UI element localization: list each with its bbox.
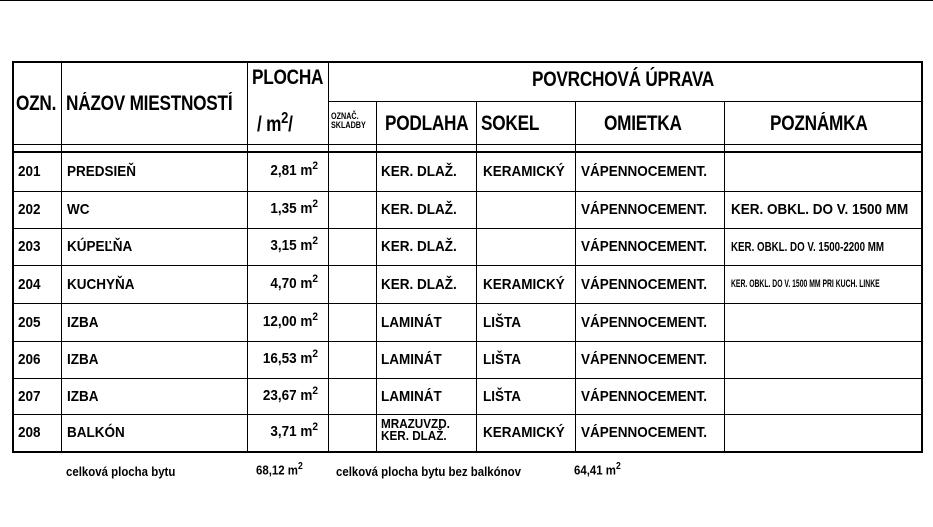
row-plocha	[259, 421, 318, 440]
header-oznac-skladby	[331, 112, 366, 130]
row-plocha-value: 16,53 m	[262, 350, 313, 367]
row-podlaha: KER. DLAŽ.	[381, 238, 457, 255]
col-line-3	[328, 61, 329, 453]
row-line-1	[12, 191, 923, 192]
row-plocha-value: 1,35 m	[270, 200, 313, 217]
row-line-5	[12, 341, 923, 342]
row-ozn: 205	[18, 313, 41, 331]
header-ozn: OZN.	[16, 92, 57, 115]
row-plocha-sup: 2	[312, 272, 318, 285]
footer-total-sup: 2	[297, 461, 303, 472]
row-poznamka: KER. OBKL. DO V. 1500 MM	[731, 201, 909, 218]
table-frame-left	[12, 61, 14, 453]
row-omietka: VÁPENNOCEMENT.	[581, 201, 708, 218]
row-nazov: PREDSIEŇ	[67, 163, 137, 180]
row-plocha	[259, 198, 318, 217]
row-plocha-sup: 2	[312, 384, 318, 397]
plocha-unit-sup: 2	[281, 110, 289, 127]
row-plocha	[259, 348, 318, 367]
footer-no-balcony-value	[574, 461, 621, 477]
row-line-4	[12, 303, 923, 304]
plocha-unit-pre: / m	[257, 113, 282, 136]
col-line-6	[575, 101, 576, 453]
row-plocha-sup: 2	[312, 160, 318, 172]
header-poznamka: POZNÁMKA	[770, 112, 868, 135]
row-podlaha: KER. DLAŽ.	[381, 275, 457, 293]
row-sokel: KERAMICKÝ	[483, 163, 565, 180]
row-ozn: 201	[18, 163, 41, 180]
footer-total-number: 68,12 m	[256, 462, 298, 478]
row-omietka: VÁPENNOCEMENT.	[581, 275, 708, 293]
row-sokel: KERAMICKÝ	[483, 424, 565, 441]
row-ozn: 204	[18, 275, 41, 293]
row-podlaha: KER. DLAŽ.	[381, 201, 457, 218]
header-podlaha: PODLAHA	[385, 112, 469, 135]
row-ozn: 207	[18, 387, 41, 405]
row-plocha-sup: 2	[312, 235, 318, 247]
row-podlaha-line1: MRAZUVZD.	[381, 416, 450, 431]
header-sokel: SOKEL	[481, 112, 540, 135]
row-podlaha: KER. DLAŽ.	[381, 163, 457, 180]
row-ozn: 208	[18, 424, 41, 441]
table-frame-bottom	[12, 451, 923, 453]
row-podlaha: LAMINÁT	[381, 313, 442, 331]
row-ozn: 206	[18, 351, 41, 368]
footer-total-value	[256, 461, 303, 477]
header-povrchova-uprava: POVRCHOVÁ ÚPRAVA	[532, 68, 715, 91]
header-nazov: NÁZOV MIESTNOSTÍ	[66, 92, 233, 115]
row-plocha-value: 4,70 m	[270, 274, 313, 292]
row-nazov: IZBA	[67, 313, 99, 331]
row-omietka: VÁPENNOCEMENT.	[581, 238, 708, 255]
row-poznamka: KER. OBKL. DO V. 1500 MM PRI KUCH. LINKE	[731, 277, 880, 290]
col-line-5	[476, 101, 477, 453]
row-plocha-sup: 2	[312, 421, 318, 433]
row-line-3	[12, 265, 923, 266]
table-frame-right	[921, 61, 923, 453]
row-plocha-value: 3,15 m	[270, 237, 313, 254]
col-line-7	[724, 101, 725, 453]
header-bottom-line	[12, 144, 923, 145]
row-podlaha: LAMINÁT	[381, 387, 442, 405]
col-line-1	[61, 61, 62, 453]
row-nazov: IZBA	[67, 351, 99, 368]
row-omietka: VÁPENNOCEMENT.	[581, 351, 708, 368]
row-plocha-sup: 2	[312, 348, 318, 360]
row-plocha	[259, 273, 318, 292]
row-plocha-value: 12,00 m	[262, 312, 313, 330]
row-nazov: IZBA	[67, 387, 99, 405]
row-sokel: LIŠTA	[483, 387, 521, 405]
row-omietka: VÁPENNOCEMENT.	[581, 163, 708, 180]
header-plocha: PLOCHA	[252, 66, 324, 89]
row-plocha	[259, 311, 318, 330]
row-ozn: 203	[18, 238, 41, 255]
body-top-line	[12, 151, 923, 153]
plocha-unit-post: /	[288, 113, 293, 136]
col-line-4	[376, 101, 377, 453]
row-podlaha-line2: KER. DLAŽ.	[381, 428, 447, 443]
footer-no-balcony-number: 64,41 m	[574, 462, 616, 478]
row-omietka: VÁPENNOCEMENT.	[581, 313, 708, 331]
row-plocha	[259, 235, 318, 254]
row-line-6	[12, 378, 923, 379]
row-plocha-sup: 2	[312, 310, 318, 323]
col-line-2	[247, 61, 248, 453]
row-ozn: 202	[18, 201, 41, 218]
row-plocha-value: 23,67 m	[262, 386, 313, 404]
row-plocha	[259, 160, 318, 179]
row-sokel: LIŠTA	[483, 313, 521, 331]
row-omietka: VÁPENNOCEMENT.	[581, 424, 708, 441]
row-sokel: LIŠTA	[483, 351, 521, 368]
row-nazov: KÚPEĽŇA	[67, 238, 133, 255]
header-omietka: OMIETKA	[604, 112, 682, 135]
row-nazov: KUCHYŇA	[67, 275, 135, 293]
footer-total-label: celková plocha bytu	[66, 464, 176, 479]
header-plocha-unit	[257, 110, 293, 137]
footer-no-balcony-sup: 2	[615, 461, 621, 472]
row-omietka: VÁPENNOCEMENT.	[581, 387, 708, 405]
oznac-line2: SKLADBY	[331, 120, 366, 130]
povrch-divider	[328, 101, 923, 102]
row-plocha	[259, 385, 318, 404]
row-podlaha	[381, 418, 450, 442]
row-plocha-value: 2,81 m	[270, 162, 313, 179]
row-line-2	[12, 228, 923, 229]
row-line-7	[12, 414, 923, 415]
row-plocha-sup: 2	[312, 198, 318, 210]
row-poznamka: KER. OBKL. DO V. 1500-2200 MM	[731, 240, 884, 254]
row-nazov: WC	[67, 201, 90, 218]
row-plocha-value: 3,71 m	[270, 423, 313, 440]
oznac-line1: OZNAČ.	[331, 111, 359, 121]
row-podlaha: LAMINÁT	[381, 351, 442, 368]
footer-no-balcony-label: celková plocha bytu bez balkónov	[336, 464, 522, 479]
table-frame-top	[12, 61, 923, 63]
row-sokel: KERAMICKÝ	[483, 275, 565, 293]
row-nazov: BALKÓN	[67, 424, 125, 441]
